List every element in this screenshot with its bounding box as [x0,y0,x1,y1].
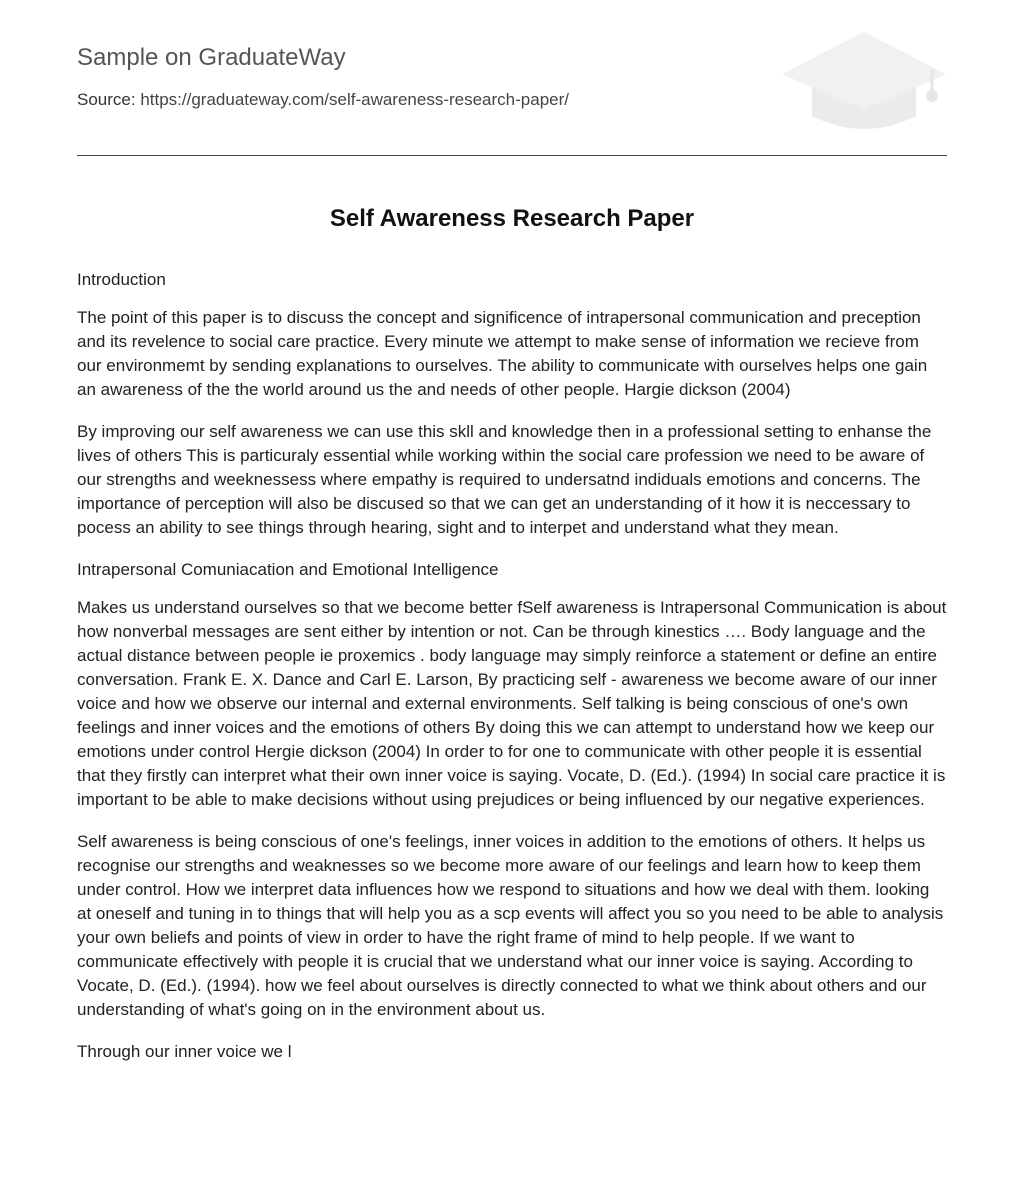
paragraph: The point of this paper is to discuss the concept and significence of intrapersonal communication and preception and its revelence to social care practice. Every minute we attempt to make sense of information we recieve from our environmemt by sending explanations to ourselves. The ability to communicate with ourselves helps one gain an awareness of the the world around us the and needs of other people. Hargie dickson (2004) [77,308,928,399]
section-heading: Intrapersonal Comuniacation and Emotional Intelligence [77,560,499,579]
header-divider [77,155,947,156]
paragraph: Through our inner voice we l [77,1042,292,1061]
section-heading: Introduction [77,270,166,289]
source-line [77,90,569,110]
article-body [77,268,947,1082]
paragraph: Makes us understand ourselves so that we become better fSelf awareness is Intrapersonal Communication is about how nonverbal messages are sent either by intention or not. Can be through kinestics …. Body language and the actual distance between people ie proxemics . body language may simply reinforce a statement or define an entire conversation. Frank E. X. Dance and Carl E. Larson, By practicing self - awareness we become aware of our inner voice and how we observe our internal and external environments. Self talking is being conscious of one's own feelings and inner voices and the emotions of others By doing this we can attempt to understand how we keep our emotions under control Hergie dickson (2004) In order to for one to communicate with other people it is essential that they firstly can interpret what their own inner voice is saying. Vocate, D. (Ed.). (1994) In social care practice it is important to be able to make decisions without using prejudices or being influenced by our negative experiences. [77,598,947,809]
site-title: Sample on GraduateWay [77,44,346,71]
page-title: Self Awareness Research Paper [329,205,695,232]
source-label: Source: [77,90,136,109]
paragraph: By improving our self awareness we can use this skll and knowledge then in a professional setting to enhanse the lives of others This is particuraly essential while working within the social care profession we need to be aware of our strengths and weeknessess where empathy is required to undersatnd indiduals emotions and concerns. The importance of perception will also be discused so that we can get an understanding of it how it is neccessary to pocess an ability to see things through hearing, sight and to interpet and understand what they mean. [77,422,932,537]
graduation-cap-icon [780,30,948,134]
source-link[interactable]: https://graduateway.com/self-awareness-research-paper/ [140,90,569,109]
paragraph: Self awareness is being conscious of one's feelings, inner voices in addition to the emotions of others. It helps us recognise our strengths and weaknesses so we become more aware of our feelings and learn how to keep them under control. How we interpret data influences how we respond to situations and how we deal with them. looking at oneself and tuning in to things that will help you as a scp events will affect you so you need to be able to analysis your own beliefs and points of view in order to have the right frame of mind to help people. If we want to communicate effectively with people it is crucial that we understand what our inner voice is saying. According to Vocate, D. (Ed.). (1994). how we feel about ourselves is directly connected to what we think about others and our understanding of what's going on in the environment about us. [77,832,944,1019]
